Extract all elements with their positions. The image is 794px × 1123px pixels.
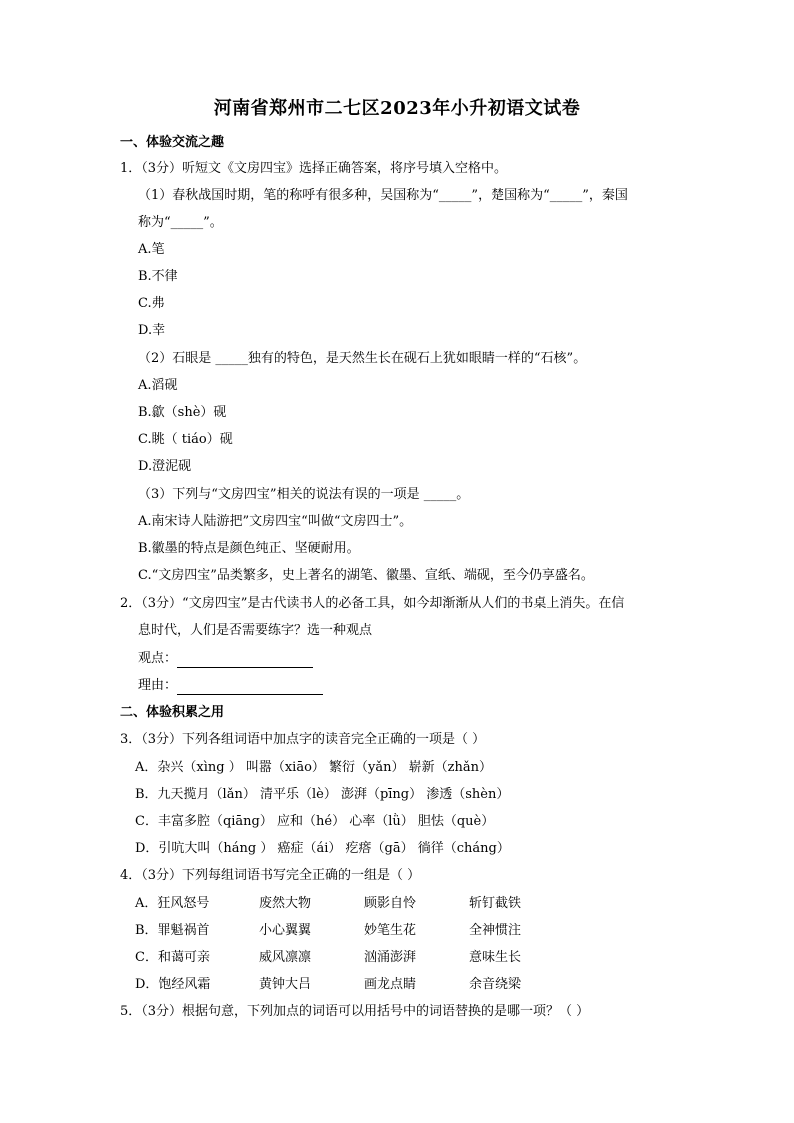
view-answer-blank[interactable] bbox=[177, 653, 313, 668]
question-2-stem-a: 2．（3分）“文房四宝”是古代读书人的必备工具，如今却渐渐从人们的书桌上消失。在信 bbox=[120, 596, 625, 611]
section-heading-2: 二、体验积累之用 bbox=[120, 705, 225, 720]
word-group: 小心翼翼 bbox=[259, 923, 312, 938]
word-group: C．和蔼可亲 bbox=[135, 950, 210, 965]
question-3-option: C．丰富多腔（qiāng） 应和（hé） 心率（lǜ） 胆怯（què） bbox=[135, 814, 495, 829]
question-1-option: B.不律 bbox=[138, 269, 178, 284]
question-1-sub1-line-b: 称为“_____”。 bbox=[138, 215, 223, 230]
question-2-view-row bbox=[138, 650, 313, 668]
question-1-option: A.滔砚 bbox=[138, 378, 178, 393]
word-group: A．狂风怒号 bbox=[135, 896, 210, 911]
question-1-stem: 1．（3分）听短文《文房四宝》选择正确答案，将序号填入空格中。 bbox=[120, 161, 508, 176]
question-1-sub3: （3）下列与“文房四宝”相关的说法有误的一项是 _____。 bbox=[138, 487, 470, 502]
question-1-sub1-line-a: （1）春秋战国时期，笔的称呼有很多种，吴国称为“_____”，楚国称为“_____”，秦国 bbox=[138, 188, 628, 203]
question-3-option: A．杂兴（xìng ） 叫嚣（xiāo） 繁衍（yǎn） 崭新（zhǎn） bbox=[135, 760, 492, 775]
reason-answer-blank[interactable] bbox=[177, 680, 323, 695]
word-group: 顾影自怜 bbox=[364, 896, 417, 911]
word-group: B．罪魁祸首 bbox=[135, 923, 210, 938]
question-3-option: D．引吭大叫（háng ） 癌症（ái） 疙瘩（gā） 徜徉（cháng） bbox=[135, 841, 510, 856]
word-group: 黄钟大吕 bbox=[259, 977, 312, 992]
reason-label: 理由： bbox=[138, 678, 178, 693]
word-group: 斩钉截铁 bbox=[469, 896, 522, 911]
word-group: 汹涌澎湃 bbox=[364, 950, 417, 965]
word-group: 全神惯注 bbox=[469, 923, 522, 938]
word-group: 画龙点睛 bbox=[364, 977, 417, 992]
word-group: 意味生长 bbox=[469, 950, 522, 965]
word-group: 废然大物 bbox=[259, 896, 312, 911]
question-5-stem: 5．（3分）根据句意，下列加点的词语可以用括号中的词语替换的是哪一项？（ ） bbox=[120, 1004, 590, 1019]
question-1-option: C.弗 bbox=[138, 296, 165, 311]
question-1-sub2: （2）石眼是 _____独有的特色，是天然生长在砚石上犹如眼睛一样的“石核”。 bbox=[138, 351, 587, 366]
word-group: D．饱经风霜 bbox=[135, 977, 211, 992]
question-4-stem: 4．（3分）下列每组词语书写完全正确的一组是（ ） bbox=[120, 868, 421, 883]
question-1-option: A.南宋诗人陆游把”文房四宝“叫做“文房四士”。 bbox=[138, 514, 413, 529]
question-2-stem-b: 息时代，人们是否需要练字？选一种观点 bbox=[138, 623, 373, 638]
question-1-option: D.幸 bbox=[138, 323, 166, 338]
section-heading-1: 一、体验交流之趣 bbox=[120, 135, 225, 150]
question-3-stem: 3．（3分）下列各组词语中加点字的读音完全正确的一项是（ ） bbox=[120, 732, 486, 747]
question-1-option: C.“文房四宝”品类繁多，史上著名的湖笔、徽墨、宣纸、端砚，至今仍享盛名。 bbox=[138, 568, 594, 583]
question-3-option: B．九天揽月（lǎn） 清平乐（lè） 澎湃（pīng） 渗透（shèn） bbox=[135, 787, 510, 802]
question-2-reason-row bbox=[138, 677, 323, 695]
question-1-option: B.歙（shè）砚 bbox=[138, 405, 227, 420]
question-1-option: C.眺（ tiáo）砚 bbox=[138, 432, 233, 447]
word-group: 威风凛凛 bbox=[259, 950, 312, 965]
view-label: 观点： bbox=[138, 651, 178, 666]
question-1-option: B.徽墨的特点是颜色纯正、坚硬耐用。 bbox=[138, 541, 360, 556]
word-group: 余音绕梁 bbox=[469, 977, 522, 992]
page-title: 河南省郑州市二七区2023年小升初语文试卷 bbox=[213, 98, 581, 119]
question-1-option: D.澄泥砚 bbox=[138, 459, 192, 474]
word-group: 妙笔生花 bbox=[364, 923, 417, 938]
question-1-option: A.笔 bbox=[138, 242, 165, 257]
